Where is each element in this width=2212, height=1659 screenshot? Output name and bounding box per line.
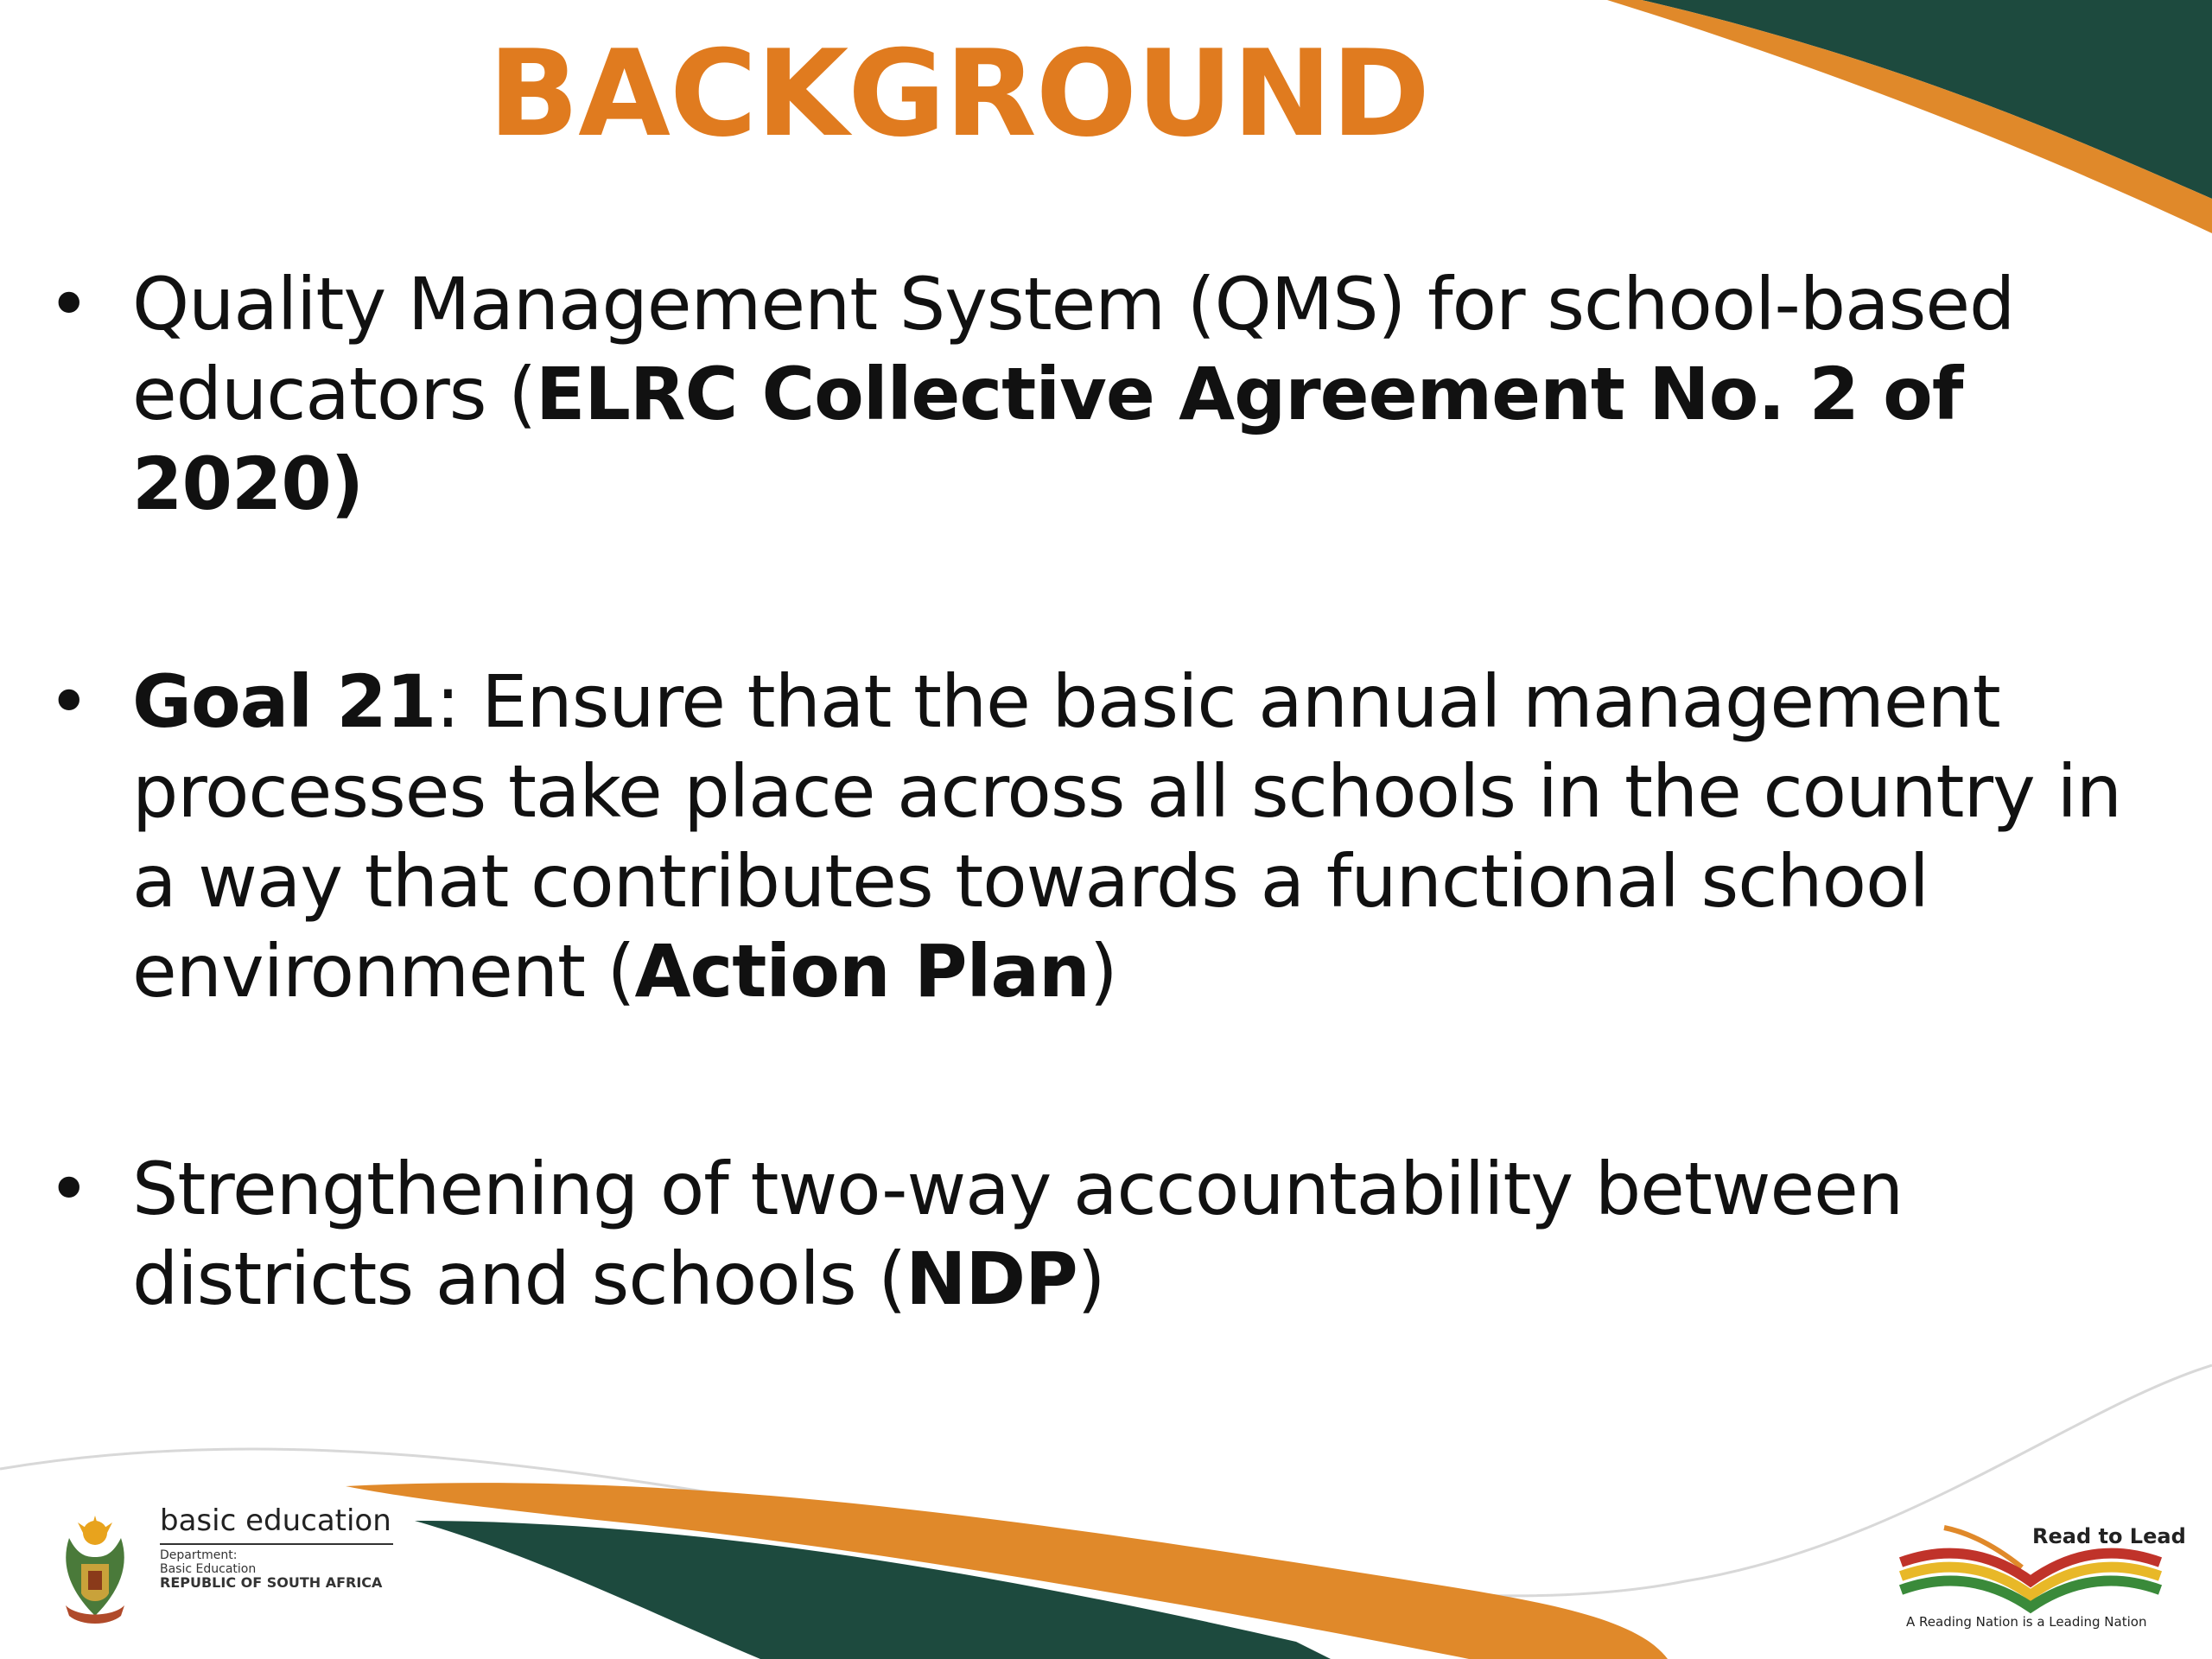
dbe-text-block [160,1503,393,1590]
bullet-accountability-bold: NDP [906,1236,1077,1321]
bullet-accountability-text: Strengthening of two-way accountability between districts and schools ( [132,1147,1904,1321]
bullet-goal21 [48,657,2156,1016]
bullet-goal21-bold: Action Plan [634,929,1090,1014]
bullet-qms-bold: ELRC Collective Agreement No. 2 of 2020) [132,352,1963,526]
bullet-list [48,259,2156,1324]
dbe-logo-main: basic education [160,1503,391,1538]
bullet-goal21-text: : Ensure that the basic annual management processes take place across all schools in the country in a way that contributes towards a functional school environment ( [132,659,2122,1014]
coat-of-arms-icon [43,1503,147,1633]
dbe-logo-rule [160,1543,393,1545]
read-to-lead-title: Read to Lead [2032,1524,2186,1548]
dbe-logo-line3: REPUBLIC OF SOUTH AFRICA [160,1574,383,1591]
dbe-logo-line1: Department: [160,1548,238,1562]
dbe-logo-line2: Basic Education [160,1562,257,1576]
bullet-qms [48,259,2156,529]
bullet-qms-text: Quality Management System (QMS) for school-based educators ( [132,262,2015,436]
read-to-lead-tagline: A Reading Nation is a Leading Nation [1906,1614,2147,1630]
bullet-accountability [48,1144,2156,1324]
bullet-goal21-lead: Goal 21 [132,659,436,744]
bullet-dot-icon: • [48,659,90,744]
bullet-dot-icon: • [48,262,90,346]
bullet-goal21-post: ) [1089,929,1117,1014]
read-to-lead-logo [1892,1521,2186,1642]
slide-title: BACKGROUND [488,24,1430,163]
bullet-accountability-post: ) [1077,1236,1105,1321]
dbe-logo [43,1503,406,1633]
bullet-dot-icon: • [48,1147,90,1231]
